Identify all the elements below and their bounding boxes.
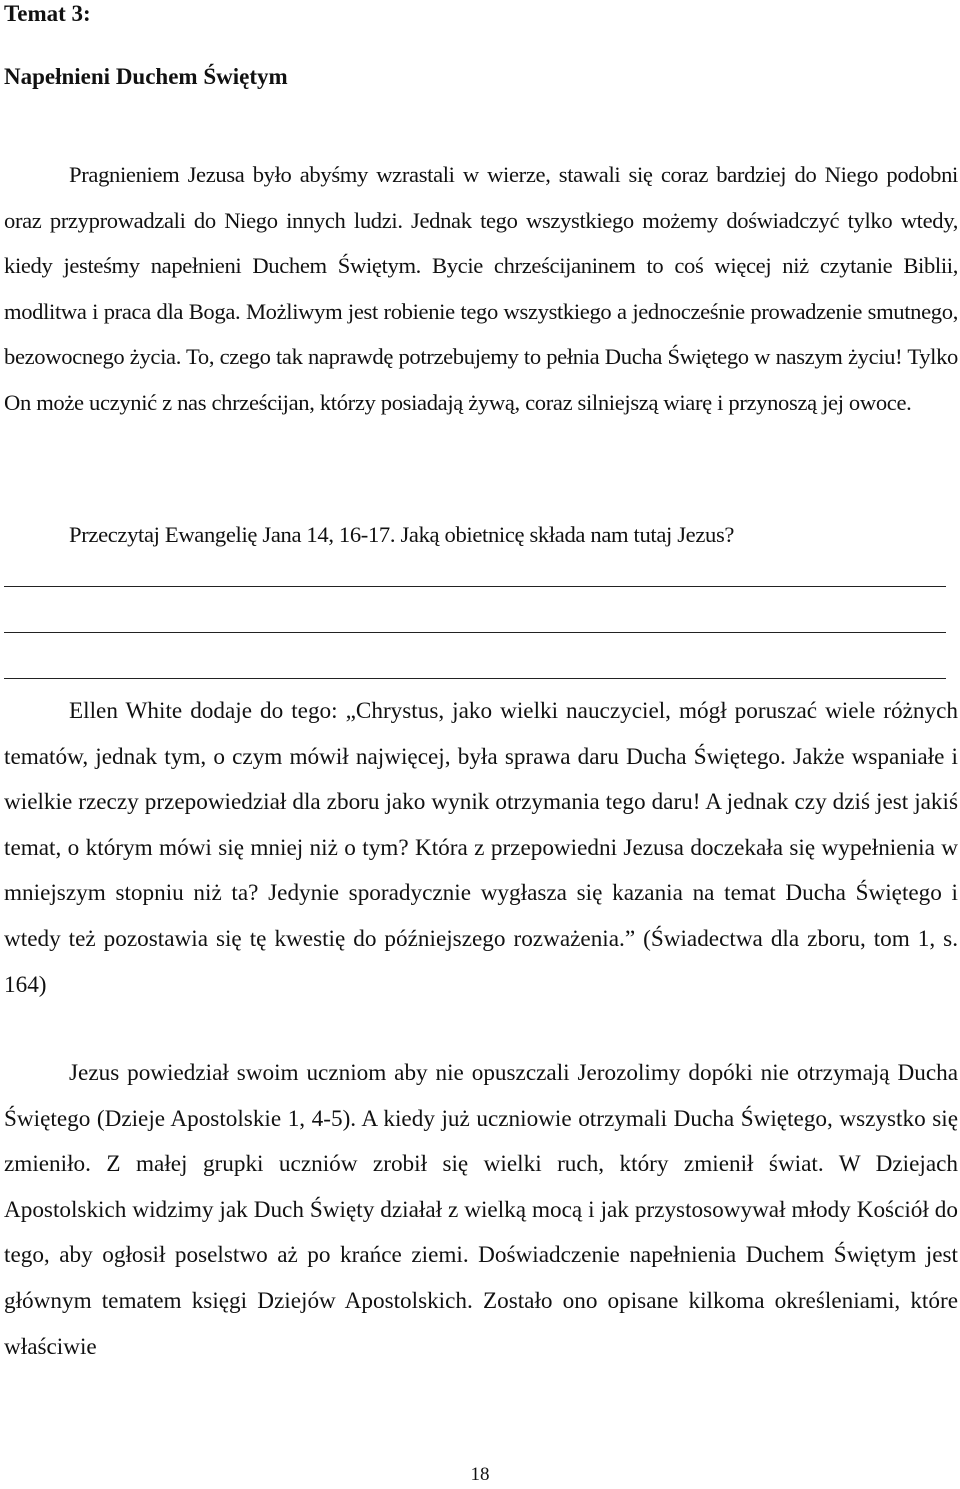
page-number: 18 [470, 1464, 490, 1485]
answer-line-1 [4, 586, 946, 587]
answer-line-3 [4, 678, 946, 679]
quote-paragraph: Ellen White dodaje do tego: „Chrystus, jako wielki nauczyciel, mógł poruszać wiele różnych tematów, jednak tym, o czym mówił najwięcej, była sprawa daru Ducha Świętego. Jakże wspaniałe i wielkie rzeczy przepowiedział dla zboru jako wynik otrzymania tego daru! A jednak czy dziś jest jakiś temat, o którym mówi się mniej niż o tym? Która z przepowiedni Jezusa doczekała się wypełnienia w mniejszym stopniu niż ta? Jedynie sporadycznie wygłasza się kazania na temat Ducha Świętego i wtedy też pozostawia się tę kwestię do późniejszego rozważenia.” (Świadectwa dla zboru, tom 1, s. 164) [4, 698, 958, 998]
body-paragraph: Jezus powiedział swoim uczniom aby nie opuszczali Jerozolimy dopóki nie otrzymają Ducha Świętego (Dzieje Apostolskie 1, 4-5). A kiedy już uczniowie otrzymali Ducha Świętego, wszystko się zmieniło. Z małej grupki uczniów zrobił się wielki ruch, który zmienił świat. W Dziejach Apostolskich widzimy jak Duch Święty działał z wielką mocą i jak przystosowywał młody Kościół do tego, aby ogłosił poselstwo aż po krańce ziemi. Doświadczenie napełnienia Duchem Świętym jest głównym tematem księgi Dziejów Apostolskich. Zostało ono opisane kilkoma określeniami, które właściwie [4, 1060, 958, 1360]
topic-label: Temat 3: [4, 1, 91, 26]
page-title: Napełnieni Duchem Świętym [4, 64, 288, 89]
answer-line-2 [4, 632, 946, 633]
intro-paragraph: Pragnieniem Jezusa było abyśmy wzrastali w wierze, stawali się coraz bardziej do Niego podobni oraz przyprowadzali do Niego innych ludzi. Jednak tego wszystkiego możemy doświadczyć tylko wtedy, kiedy jesteśmy napełnieni Duchem Świętym. Bycie chrześcijaninem to coś więcej niż czytanie Biblii, modlitwa i praca dla Boga. Możliwym jest robienie tego wszystkiego a jednocześnie prowadzenie smutnego, bezowocnego życia. To, czego tak naprawdę potrzebujemy to pełnia Ducha Świętego w naszym życiu! Tylko On może uczynić z nas chrześcijan, którzy posiadają żywą, coraz silniejszą wiarę i przynoszą jej owoce. [4, 162, 958, 415]
question-paragraph: Przeczytaj Ewangelię Jana 14, 16-17. Jaką obietnicę składa nam tutaj Jezus? [69, 522, 735, 547]
